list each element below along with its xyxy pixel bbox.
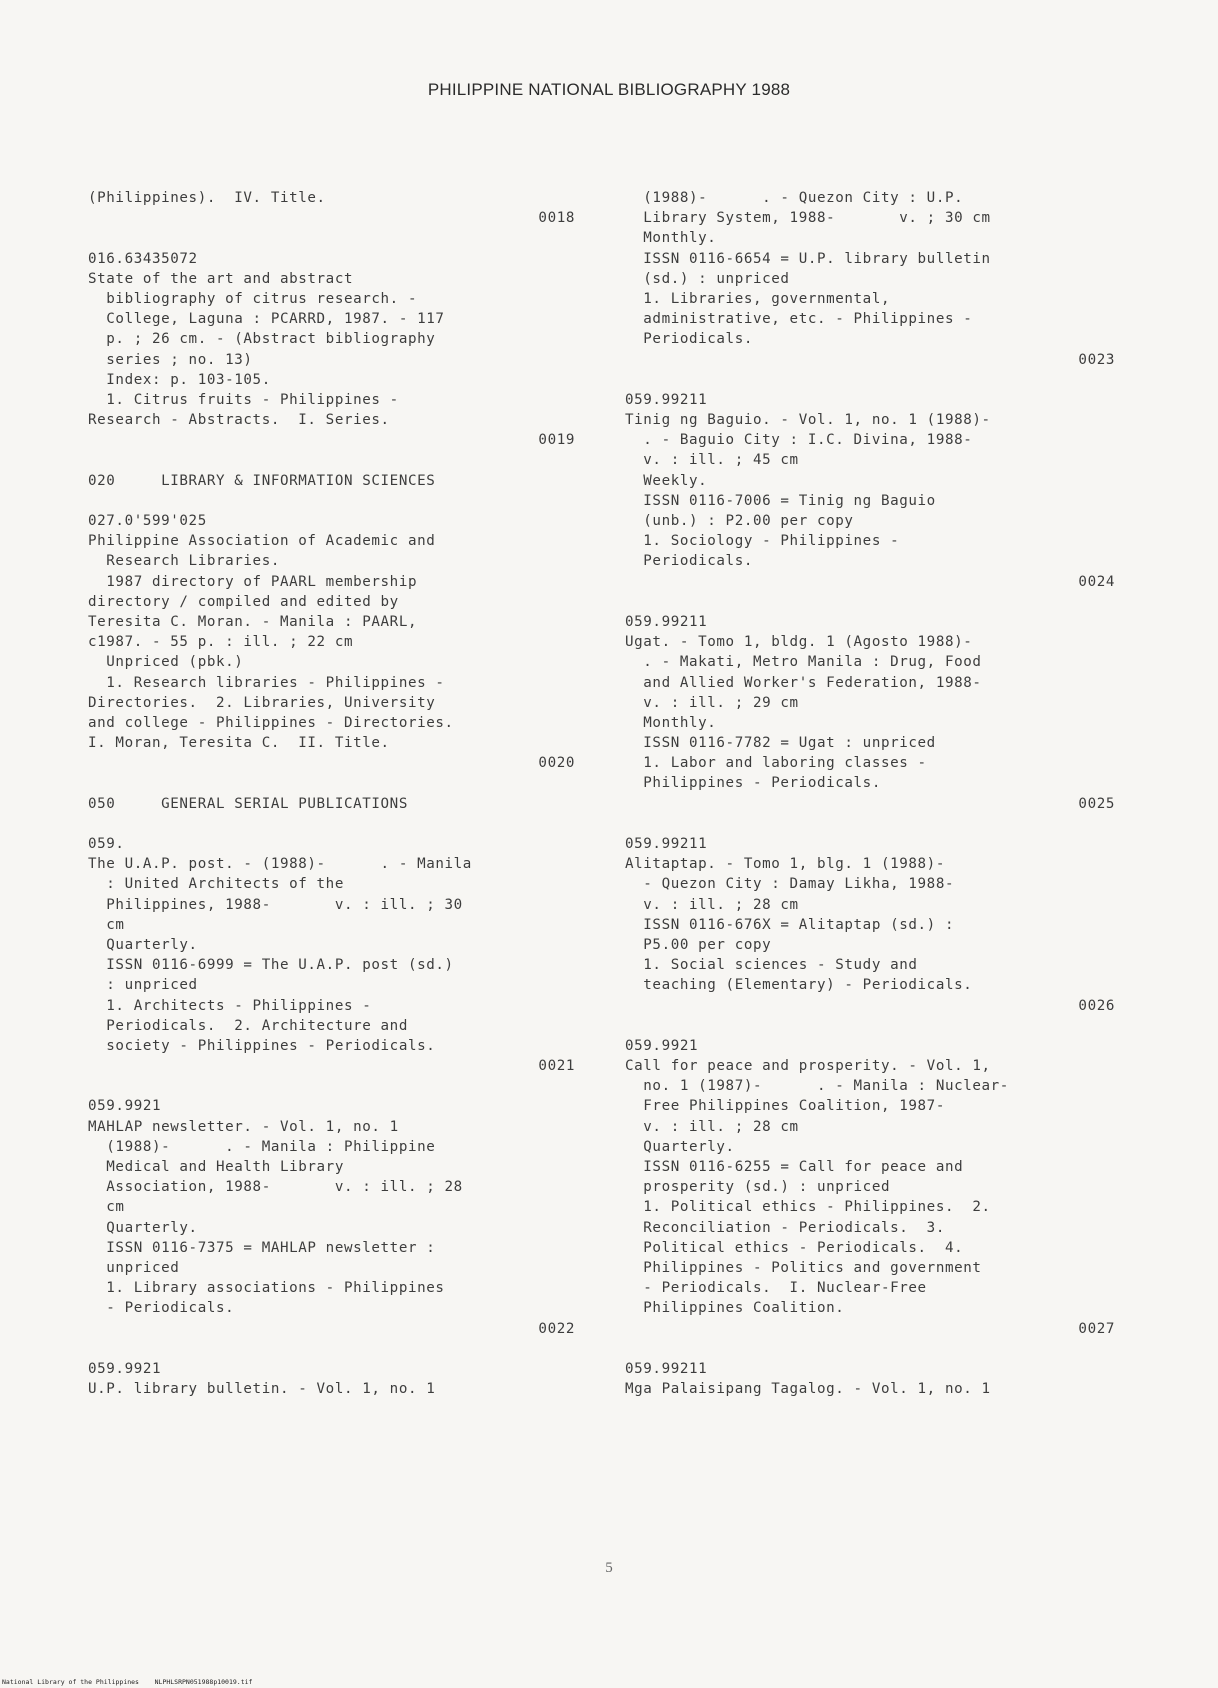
text-line: Medical and Health Library [88, 1159, 344, 1175]
blank-line [88, 1339, 575, 1359]
text-line: College, Laguna : PCARRD, 1987. - 117 [88, 311, 445, 328]
text-line: and college - Philippines - Directories. [88, 714, 454, 731]
text-line: 050 GENERAL SERIAL PUBLICATIONS [88, 795, 408, 812]
text-line: Association, 1988- v. : ill. ; 28 [88, 1179, 463, 1196]
text-line: 059. [88, 836, 125, 852]
text-line: (1988)- . - Quezon City : U.P. [625, 190, 964, 206]
text-line: Reconciliation - Periodicals. 3. [625, 1219, 945, 1236]
text-line: Periodicals. [625, 331, 753, 348]
text-line: - Quezon City : Damay Likha, 1988- [625, 876, 955, 893]
text-line: The U.A.P. post. - (1988)- . - Manila [88, 856, 472, 873]
entry-number: 0024 [1078, 573, 1115, 590]
right-column [625, 188, 1115, 1399]
text-line: society - Philippines - Periodicals. [88, 1037, 436, 1054]
text-line: 016.63435072 [88, 250, 198, 267]
entry-number: 0027 [1078, 1320, 1115, 1337]
text-line: Monthly. [625, 714, 717, 731]
text-line: 059.99211 [625, 1360, 708, 1377]
text-line: Alitaptap. - Tomo 1, blg. 1 (1988)- [625, 856, 945, 873]
text-line: Library System, 1988- v. ; 30 cm [625, 210, 991, 227]
page-number: 5 [605, 1560, 613, 1576]
text-line: Research Libraries. [88, 553, 280, 570]
text-line: : United Architects of the [88, 876, 344, 893]
text-line: Political ethics - Periodicals. 4. [625, 1239, 964, 1256]
text-line: ISSN 0116-7375 = MAHLAP newsletter : [88, 1239, 436, 1256]
text-line: I. Moran, Teresita C. II. Title. [88, 735, 390, 752]
blank-line [88, 491, 575, 511]
text-line: bibliography of citrus research. - [88, 290, 418, 307]
text-line: ISSN 0116-7006 = Tinig ng Baguio [625, 492, 936, 509]
text-line: 1. Architects - Philippines - [88, 997, 372, 1014]
text-line: (sd.) : unpriced [625, 270, 790, 287]
text-line: . - Baguio City : I.C. Divina, 1988- [625, 432, 973, 449]
text-line: Mga Palaisipang Tagalog. - Vol. 1, no. 1 [625, 1381, 991, 1398]
text-line: Philippine Association of Academic and [88, 533, 436, 550]
text-line: c1987. - 55 p. : ill. ; 22 cm [88, 634, 354, 651]
text-line: Tinig ng Baguio. - Vol. 1, no. 1 (1988)- [625, 412, 991, 429]
text-line: ISSN 0116-676X = Alitaptap (sd.) : [625, 916, 955, 933]
blank-line [625, 1339, 1115, 1359]
text-line: . - Makati, Metro Manila : Drug, Food [625, 654, 982, 671]
text-line: 1. Citrus fruits - Philippines - [88, 391, 399, 408]
blank-line [88, 773, 575, 793]
text-line: v. : ill. ; 29 cm [625, 694, 799, 711]
text-line: 1. Political ethics - Philippines. 2. [625, 1199, 991, 1216]
text-line: directory / compiled and edited by [88, 593, 399, 610]
text-line: Quarterly. [88, 1219, 198, 1236]
text-line: Call for peace and prosperity. - Vol. 1, [625, 1058, 991, 1075]
text-line: 1. Labor and laboring classes - [625, 755, 927, 772]
blank-line [625, 814, 1115, 834]
text-line: Quarterly. [88, 936, 198, 953]
text-line: Quarterly. [625, 1138, 735, 1155]
entry-number: 0018 [538, 210, 575, 227]
text-line: 1. Sociology - Philippines - [625, 533, 900, 550]
left-column [88, 188, 575, 1399]
text-line: 059.99211 [625, 391, 708, 408]
text-line: Research - Abstracts. I. Series. [88, 412, 390, 429]
text-line: ISSN 0116-6999 = The U.A.P. post (sd.) [88, 957, 454, 974]
text-line: 1. Research libraries - Philippines - [88, 674, 445, 691]
text-line: Free Philippines Coalition, 1987- [625, 1098, 945, 1115]
text-line: 020 LIBRARY & INFORMATION SCIENCES [88, 472, 436, 489]
text-line: State of the art and abstract [88, 270, 354, 287]
text-line: Weekly. [625, 472, 708, 489]
text-line: Periodicals. [625, 553, 753, 570]
blank-line [625, 1016, 1115, 1036]
text-line: ISSN 0116-6255 = Call for peace and [625, 1159, 964, 1175]
entry-number: 0019 [538, 432, 575, 449]
text-line: 1. Library associations - Philippines [88, 1280, 445, 1297]
entry-number: 0021 [538, 1058, 575, 1075]
text-line: P5.00 per copy [625, 936, 772, 953]
text-line: Philippines Coalition. [625, 1300, 845, 1317]
text-line: (unb.) : P2.00 per copy [625, 513, 854, 529]
entry-number: 0022 [538, 1320, 575, 1337]
text-line: v. : ill. ; 28 cm [625, 896, 799, 913]
text-line: ISSN 0116-7782 = Ugat : unpriced [625, 735, 936, 752]
entry-number: 0025 [1078, 795, 1115, 812]
text-line: - Periodicals. [88, 1300, 235, 1317]
text-line: U.P. library bulletin. - Vol. 1, no. 1 [88, 1381, 436, 1398]
text-line: (1988)- . - Manila : Philippine [88, 1138, 436, 1155]
entry-number: 0020 [538, 755, 575, 772]
scan-credit: National Library of the Philippines NLPHLSRPN051988p10019.tif [2, 1678, 253, 1686]
blank-line [88, 228, 575, 248]
page-title: PHILIPPINE NATIONAL BIBLIOGRAPHY 1988 [427, 80, 791, 99]
text-line: ISSN 0116-6654 = U.P. library bulletin [625, 250, 991, 267]
text-line: Philippines - Politics and government [625, 1259, 982, 1276]
text-line: 1. Libraries, governmental, [625, 290, 891, 307]
text-line: (Philippines). IV. Title. [88, 190, 326, 206]
text-line: Philippines - Periodicals. [625, 775, 881, 792]
text-line: Philippines, 1988- v. : ill. ; 30 [88, 896, 463, 913]
text-line: p. ; 26 cm. - (Abstract bibliography [88, 331, 436, 348]
text-line: 027.0'599'025 [88, 513, 207, 529]
text-line: - Periodicals. I. Nuclear-Free [625, 1280, 927, 1297]
text-line: Index: p. 103-105. [88, 371, 271, 388]
blank-line [625, 370, 1115, 390]
text-line: 059.9921 [88, 1098, 162, 1115]
text-line: Unpriced (pbk.) [88, 654, 244, 671]
text-line: MAHLAP newsletter. - Vol. 1, no. 1 [88, 1118, 399, 1135]
text-line: no. 1 (1987)- . - Manila : Nuclear- [625, 1078, 1009, 1095]
text-line: 1. Social sciences - Study and [625, 957, 918, 974]
text-line: teaching (Elementary) - Periodicals. [625, 977, 973, 994]
text-line: 059.99211 [625, 836, 708, 852]
blank-line [88, 1076, 575, 1096]
text-line: and Allied Worker's Federation, 1988- [625, 674, 982, 691]
blank-line [88, 814, 575, 834]
text-line: cm [88, 1199, 125, 1216]
text-line: Teresita C. Moran. - Manila : PAARL, [88, 613, 418, 630]
text-line: administrative, etc. - Philippines - [625, 311, 973, 328]
text-line: v. : ill. ; 28 cm [625, 1118, 799, 1135]
blank-line [625, 592, 1115, 612]
text-line: 059.9921 [625, 1037, 699, 1054]
text-line: unpriced [88, 1259, 180, 1276]
text-line: : unpriced [88, 977, 198, 994]
blank-line [88, 450, 575, 470]
text-line: prosperity (sd.) : unpriced [625, 1179, 891, 1196]
text-line: v. : ill. ; 45 cm [625, 452, 799, 469]
entry-number: 0023 [1078, 351, 1115, 368]
text-line: series ; no. 13) [88, 351, 253, 368]
text-line: Directories. 2. Libraries, University [88, 694, 436, 711]
text-line: Monthly. [625, 230, 717, 247]
text-line: 059.9921 [88, 1360, 162, 1377]
text-line: 1987 directory of PAARL membership [88, 573, 418, 590]
text-line: cm [88, 916, 125, 933]
entry-number: 0026 [1078, 997, 1115, 1014]
text-line: Ugat. - Tomo 1, bldg. 1 (Agosto 1988)- [625, 634, 973, 651]
text-line: Periodicals. 2. Architecture and [88, 1017, 408, 1034]
text-line: 059.99211 [625, 613, 708, 630]
